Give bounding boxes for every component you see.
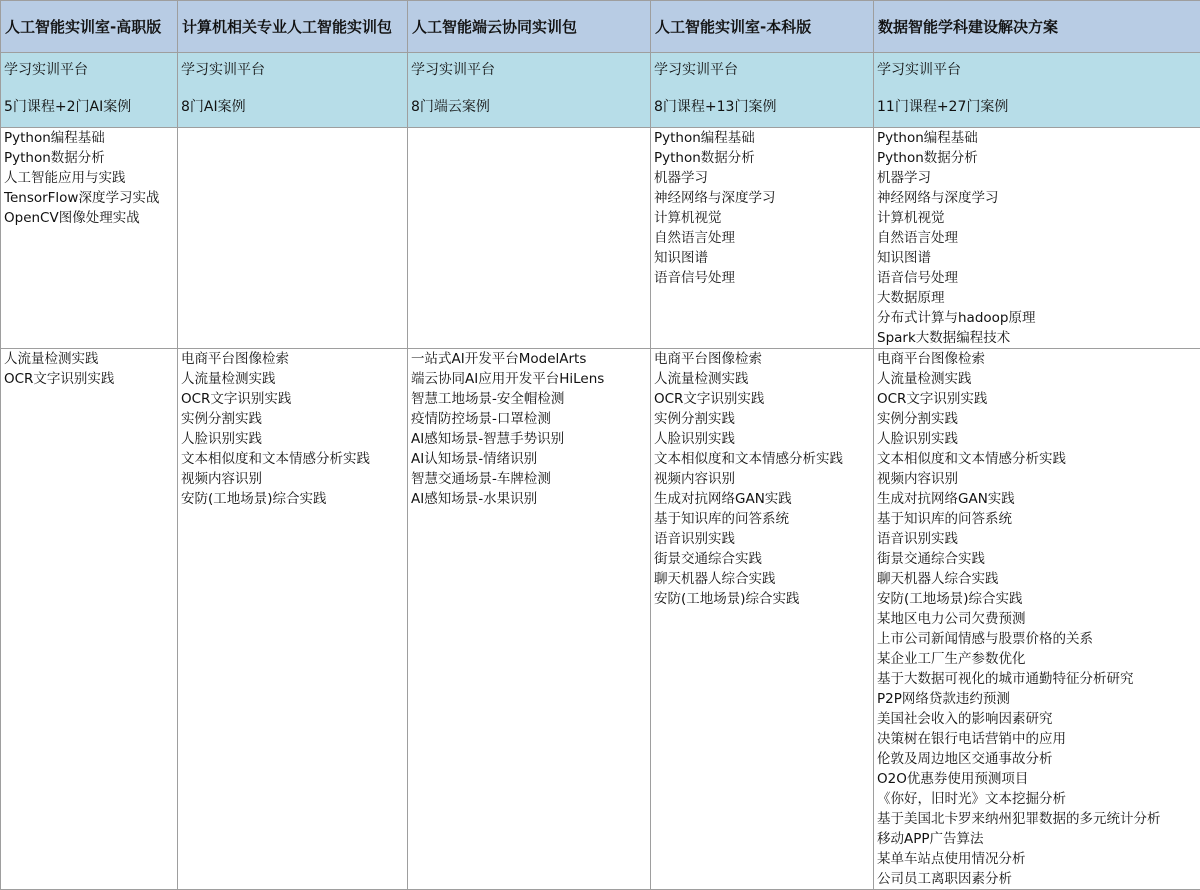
list-item: 公司员工离职因素分析 — [877, 869, 1200, 889]
list-item: 知识图谱 — [877, 248, 1200, 268]
list-item: 实例分割实践 — [877, 409, 1200, 429]
column-title[interactable]: 数据智能学科建设解决方案 — [874, 1, 1200, 53]
list-item: 实例分割实践 — [181, 409, 407, 429]
platform-cell[interactable] — [408, 53, 651, 128]
cases-cell[interactable] — [178, 349, 408, 890]
summary-label: 8门课程+13门案例 — [654, 97, 873, 117]
platform-cell[interactable] — [1, 53, 178, 128]
list-item: 分布式计算与hadoop原理 — [877, 308, 1200, 328]
list-item: OCR文字识别实践 — [181, 389, 407, 409]
list-item: 机器学习 — [877, 168, 1200, 188]
case-list — [411, 349, 650, 509]
platform-label: 学习实训平台 — [411, 60, 650, 80]
summary-label: 8门端云案例 — [411, 97, 650, 117]
list-item: 人流量检测实践 — [4, 349, 177, 369]
summary-label: 5门课程+2门AI案例 — [4, 97, 177, 117]
courses-cell[interactable] — [408, 128, 651, 349]
list-item: 基于知识库的问答系统 — [654, 509, 873, 529]
case-list — [654, 349, 873, 609]
list-item: 一站式AI开发平台ModelArts — [411, 349, 650, 369]
list-item: OCR文字识别实践 — [654, 389, 873, 409]
courses-row — [1, 128, 1200, 349]
list-item: 语音信号处理 — [654, 268, 873, 288]
list-item: 基于知识库的问答系统 — [877, 509, 1200, 529]
list-item: 基于美国北卡罗来纳州犯罪数据的多元统计分析 — [877, 809, 1200, 829]
course-list — [654, 128, 873, 288]
list-item: 神经网络与深度学习 — [654, 188, 873, 208]
list-item: 智慧交通场景-车牌检测 — [411, 469, 650, 489]
list-item: 文本相似度和文本情感分析实践 — [181, 449, 407, 469]
list-item: Python数据分析 — [877, 148, 1200, 168]
cases-cell[interactable] — [1, 349, 178, 890]
courses-cell[interactable] — [874, 128, 1200, 349]
list-item: 上市公司新闻情感与股票价格的关系 — [877, 629, 1200, 649]
platform-row — [1, 53, 1200, 128]
list-item: 伦敦及周边地区交通事故分析 — [877, 749, 1200, 769]
list-item: 人流量检测实践 — [877, 369, 1200, 389]
list-item: 人脸识别实践 — [654, 429, 873, 449]
list-item: 人流量检测实践 — [181, 369, 407, 389]
platform-label: 学习实训平台 — [654, 60, 873, 80]
list-item: 视频内容识别 — [654, 469, 873, 489]
list-item: 计算机视觉 — [877, 208, 1200, 228]
course-list — [877, 128, 1200, 348]
list-item: 视频内容识别 — [877, 469, 1200, 489]
list-item: 聊天机器人综合实践 — [654, 569, 873, 589]
list-item: 人脸识别实践 — [181, 429, 407, 449]
list-item: Python编程基础 — [654, 128, 873, 148]
list-item: 安防(工地场景)综合实践 — [654, 589, 873, 609]
case-list — [181, 349, 407, 509]
cases-cell[interactable] — [874, 349, 1200, 890]
case-list — [4, 349, 177, 389]
cases-cell[interactable] — [651, 349, 874, 890]
platform-label: 学习实训平台 — [181, 60, 407, 80]
list-item: 移动APP广告算法 — [877, 829, 1200, 849]
list-item: 文本相似度和文本情感分析实践 — [877, 449, 1200, 469]
list-item: 人脸识别实践 — [877, 429, 1200, 449]
list-item: P2P网络贷款违约预测 — [877, 689, 1200, 709]
course-list — [4, 128, 177, 228]
platform-label: 学习实训平台 — [877, 60, 1200, 80]
list-item: 《你好，旧时光》文本挖掘分析 — [877, 789, 1200, 809]
list-item: Python编程基础 — [4, 128, 177, 148]
header-row — [1, 1, 1200, 53]
list-item: 生成对抗网络GAN实践 — [654, 489, 873, 509]
list-item: 街景交通综合实践 — [877, 549, 1200, 569]
column-title[interactable]: 人工智能实训室-本科版 — [651, 1, 874, 53]
list-item: 决策树在银行电话营销中的应用 — [877, 729, 1200, 749]
list-item: AI感知场景-水果识别 — [411, 489, 650, 509]
list-item: 机器学习 — [654, 168, 873, 188]
summary-label: 8门AI案例 — [181, 97, 407, 117]
cases-row — [1, 349, 1200, 890]
list-item: 人工智能应用与实践 — [4, 168, 177, 188]
list-item: 聊天机器人综合实践 — [877, 569, 1200, 589]
list-item: OCR文字识别实践 — [877, 389, 1200, 409]
list-item: 实例分割实践 — [654, 409, 873, 429]
list-item: 美国社会收入的影响因素研究 — [877, 709, 1200, 729]
courses-cell[interactable] — [651, 128, 874, 349]
list-item: 电商平台图像检索 — [181, 349, 407, 369]
list-item: 安防(工地场景)综合实践 — [877, 589, 1200, 609]
list-item: 安防(工地场景)综合实践 — [181, 489, 407, 509]
column-title[interactable]: 人工智能实训室-高职版 — [1, 1, 178, 53]
list-item: 自然语言处理 — [654, 228, 873, 248]
list-item: TensorFlow深度学习实战 — [4, 188, 177, 208]
list-item: 某单车站点使用情况分析 — [877, 849, 1200, 869]
courses-cell[interactable] — [178, 128, 408, 349]
platform-cell[interactable] — [651, 53, 874, 128]
column-title[interactable]: 人工智能端云协同实训包 — [408, 1, 651, 53]
list-item: 语音识别实践 — [877, 529, 1200, 549]
list-item: 知识图谱 — [654, 248, 873, 268]
list-item: 电商平台图像检索 — [877, 349, 1200, 369]
list-item: 端云协同AI应用开发平台HiLens — [411, 369, 650, 389]
list-item: 智慧工地场景-安全帽检测 — [411, 389, 650, 409]
list-item: O2O优惠券使用预测项目 — [877, 769, 1200, 789]
list-item: 某地区电力公司欠费预测 — [877, 609, 1200, 629]
column-title[interactable]: 计算机相关专业人工智能实训包 — [178, 1, 408, 53]
list-item: 语音识别实践 — [654, 529, 873, 549]
list-item: 某企业工厂生产参数优化 — [877, 649, 1200, 669]
list-item: 人流量检测实践 — [654, 369, 873, 389]
list-item: Python数据分析 — [4, 148, 177, 168]
list-item: Python编程基础 — [877, 128, 1200, 148]
list-item: 电商平台图像检索 — [654, 349, 873, 369]
platform-cell[interactable] — [874, 53, 1200, 128]
list-item: 自然语言处理 — [877, 228, 1200, 248]
platform-label: 学习实训平台 — [4, 60, 177, 80]
list-item: AI认知场景-情绪识别 — [411, 449, 650, 469]
list-item: 视频内容识别 — [181, 469, 407, 489]
list-item: 语音信号处理 — [877, 268, 1200, 288]
list-item: 疫情防控场景-口罩检测 — [411, 409, 650, 429]
summary-label: 11门课程+27门案例 — [877, 97, 1200, 117]
courses-cell[interactable] — [1, 128, 178, 349]
list-item: 文本相似度和文本情感分析实践 — [654, 449, 873, 469]
list-item: OpenCV图像处理实战 — [4, 208, 177, 228]
cases-cell[interactable] — [408, 349, 651, 890]
list-item: Python数据分析 — [654, 148, 873, 168]
list-item: OCR文字识别实践 — [4, 369, 177, 389]
list-item: 生成对抗网络GAN实践 — [877, 489, 1200, 509]
case-list — [877, 349, 1200, 889]
list-item: AI感知场景-智慧手势识别 — [411, 429, 650, 449]
list-item: 神经网络与深度学习 — [877, 188, 1200, 208]
list-item: 大数据原理 — [877, 288, 1200, 308]
list-item: 基于大数据可视化的城市通勤特征分析研究 — [877, 669, 1200, 689]
list-item: 计算机视觉 — [654, 208, 873, 228]
list-item: Spark大数据编程技术 — [877, 328, 1200, 348]
platform-cell[interactable] — [178, 53, 408, 128]
list-item: 街景交通综合实践 — [654, 549, 873, 569]
